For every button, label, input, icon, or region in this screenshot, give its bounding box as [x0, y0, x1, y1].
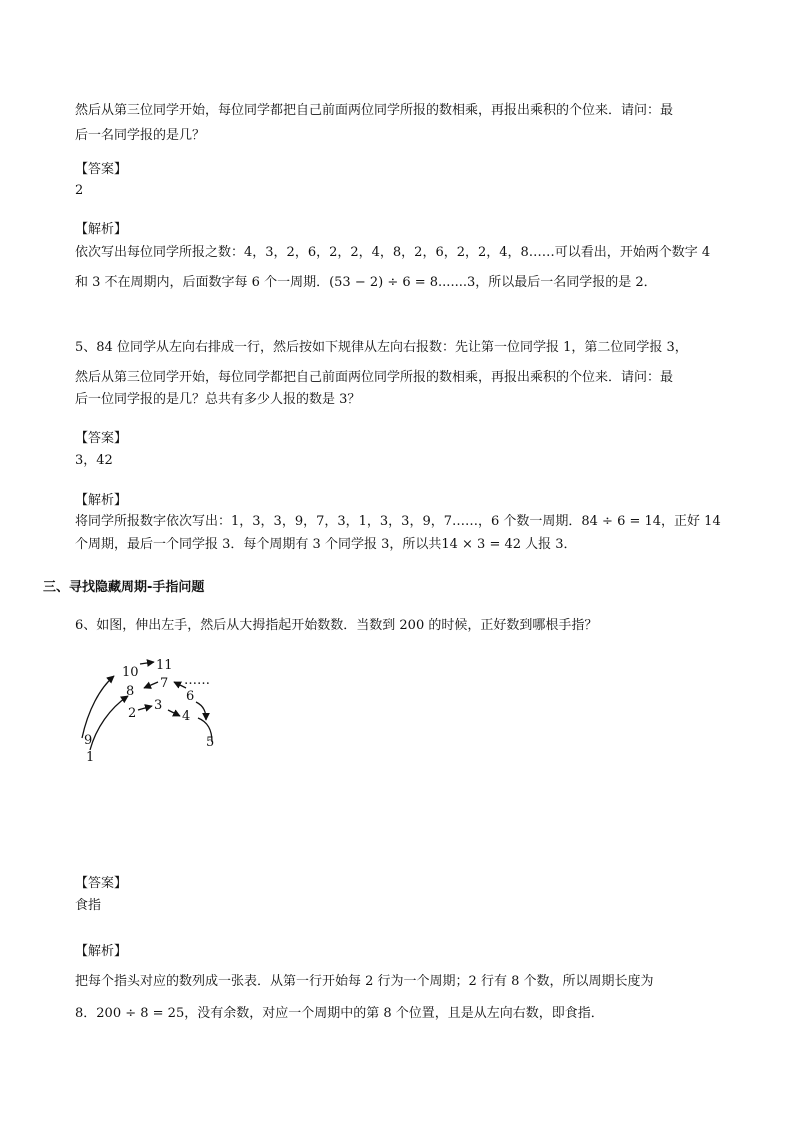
- figure-label-9: 9: [84, 733, 93, 748]
- q4-answer-label: 【答案】: [75, 162, 128, 177]
- figure-label-2: 2: [128, 706, 137, 721]
- section-heading: 三、寻找隐藏周期-手指问题: [43, 580, 205, 595]
- q5-answer: 3，42: [75, 453, 113, 468]
- q6-text-line1: 6、如图，伸出左手，然后从大拇指起开始数数．当数到 200 的时候，正好数到哪根手指？: [75, 618, 598, 633]
- figure-label-8: 8: [126, 684, 135, 699]
- q6-analysis-line1: 把每个指头对应的数列成一张表．从第一行开始每 2 行为一个周期；2 行有 8 个数，所以周期长度为: [75, 974, 654, 989]
- q5-analysis-line2: 个周期，最后一个同学报 3．每个周期有 3 个同学报 3，所以共14 × 3 = 42 人报 3．: [75, 537, 577, 552]
- arrow-7-to-8: [144, 682, 158, 688]
- q4-analysis-line1: 依次写出每位同学所报之数：4，3，2，6，2，2，4，8，2，6，2，2，4，8……可以看出，开始两个数字 4: [75, 245, 711, 260]
- arrow-6-down: [196, 702, 206, 720]
- arrow-10-to-11: [140, 662, 154, 664]
- arrow-2-to-3: [138, 706, 152, 710]
- q6-analysis-line2: 8．200 ÷ 8 = 25，没有余数，对应一个周期中的第 8 个位置，且是从左向右数，即食指．: [75, 1006, 604, 1021]
- q4-analysis-line2: 和 3 不在周期内，后面数字每 6 个一周期．(53 − 2) ÷ 6 = 8.......3，所以最后一名同学报的是 2．: [75, 275, 657, 290]
- figure-label-5: 5: [206, 735, 215, 750]
- q5-text-line3: 后一位同学报的是几？总共有多少人报的数是 3？: [75, 392, 361, 407]
- figure-label-4: 4: [182, 709, 191, 724]
- q5-analysis-line1: 将同学所报数字依次写出：1，3，3，9，7，3，1，3，3，9，7……，6 个数一周期．84 ÷ 6 = 14，正好 14: [75, 514, 721, 529]
- figure-label-6: 6: [186, 689, 195, 704]
- figure-label-7: 7: [160, 676, 169, 691]
- q6-analysis-label: 【解析】: [75, 944, 128, 959]
- q6-answer: 食指: [75, 898, 102, 913]
- figure-label-ellipsis: ……: [184, 673, 210, 688]
- q5-text-line2: 然后从第三位同学开始，每位同学都把自己前面两位同学所报的数相乘，再报出乘积的个位来．请问：最: [75, 370, 674, 385]
- q4-text-line1: 然后从第三位同学开始，每位同学都把自己前面两位同学所报的数相乘，再报出乘积的个位来．请问：最: [75, 103, 674, 118]
- q5-answer-label: 【答案】: [75, 431, 128, 446]
- q5-text-line1: 5、84 位同学从左向右排成一行，然后按如下规律从左向右报数：先让第一位同学报 1，第二位同学报 3，: [75, 340, 688, 355]
- q4-text-line2: 后一名同学报的是几？: [75, 128, 206, 143]
- figure-label-1: 1: [86, 750, 95, 765]
- figure-label-10: 10: [122, 665, 139, 680]
- q4-answer: 2: [75, 183, 84, 198]
- arrow-3-to-4: [168, 710, 180, 716]
- arrow-1-to-2-curve: [90, 696, 128, 750]
- figure-label-3: 3: [154, 698, 163, 713]
- finger-counting-figure: [78, 650, 228, 770]
- q4-analysis-label: 【解析】: [75, 222, 128, 237]
- figure-label-11: 11: [156, 658, 173, 673]
- q5-analysis-label: 【解析】: [75, 493, 128, 508]
- q6-answer-label: 【答案】: [75, 876, 128, 891]
